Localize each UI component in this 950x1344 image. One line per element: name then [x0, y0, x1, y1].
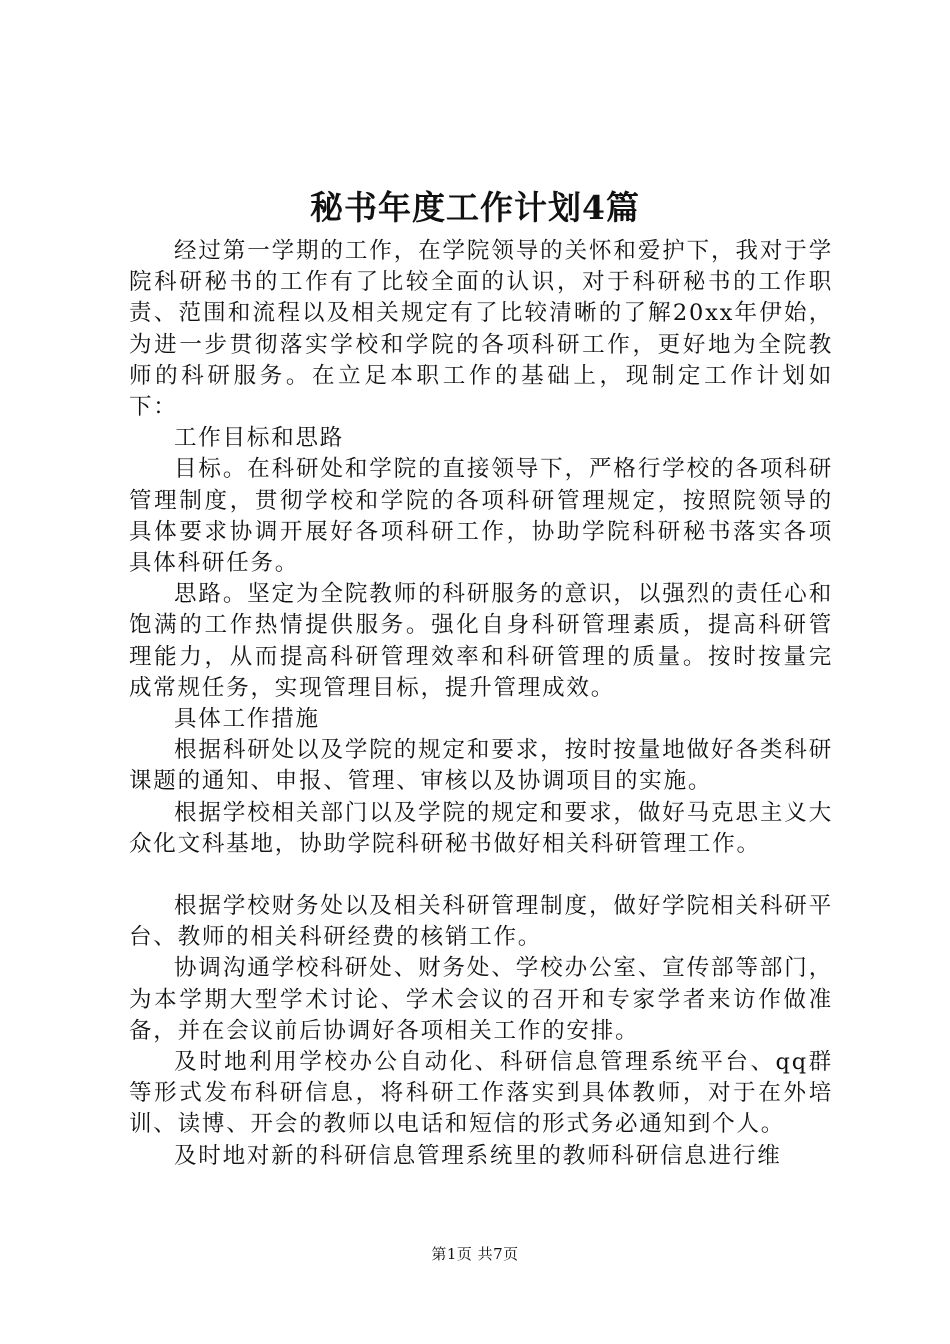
paragraph-measure-3: 根据学校财务处以及相关科研管理制度，做好学院相关科研平台、教师的相关科研经费的核销工作。	[129, 893, 833, 951]
paragraph-measure-2: 根据学校相关部门以及学院的规定和要求，做好马克思主义大众化文科基地，协助学院科研秘书做好相关科研管理工作。	[129, 799, 833, 857]
paragraph-measure-5: 及时地利用学校办公自动化、科研信息管理系统平台、qq群等形式发布科研信息，将科研工作落实到具体教师，对于在外培训、读博、开会的教师以电话和短信的形式务必通知到个人。	[129, 1049, 833, 1138]
paragraph-measure-6: 及时地对新的科研信息管理系统里的教师科研信息进行维	[174, 1142, 782, 1169]
paragraph-measure-1: 根据科研处以及学院的规定和要求，按时按量地做好各类科研课题的通知、申报、管理、审核以及协调项目的实施。	[129, 737, 833, 795]
paragraph-goal: 目标。在科研处和学院的直接领导下，严格行学校的各项科研管理制度，贯彻学校和学院的各项科研管理规定，按照院领导的具体要求协调开展好各项科研工作，协助学院科研秘书落实各项具体科研任务。	[129, 456, 833, 577]
paragraph-approach: 思路。坚定为全院教师的科研服务的意识，以强烈的责任心和饱满的工作热情提供服务。强化自身科研管理素质，提高科研管理能力，从而提高科研管理效率和科研管理的质量。按时按量完成常规任务，实现管理目标，提升管理成效。	[129, 581, 833, 701]
document-body	[129, 236, 833, 1172]
document-title: 秘书年度工作计划4篇	[310, 188, 640, 227]
section-heading-goals: 工作目标和思路	[174, 425, 345, 452]
paragraph-measure-4: 协调沟通学校科研处、财务处、学校办公室、宣传部等部门，为本学期大型学术讨论、学术会议的召开和专家学者来访作做准备，并在会议前后协调好各项相关工作的安排。	[129, 955, 833, 1044]
paragraph-intro: 经过第一学期的工作，在学院领导的关怀和爱护下，我对于学院科研秘书的工作有了比较全面的认识，对于科研秘书的工作职责、范围和流程以及相关规定有了比较清晰的了解20xx年伊始，为进一步贯彻落实学校和学院的各项科研工作，更好地为全院教师的科研服务。在立足本职工作的基础上，现制定工作计划如下：	[129, 238, 833, 421]
section-heading-measures: 具体工作措施	[174, 706, 320, 733]
page-footer: 第1页 共7页	[431, 1245, 519, 1263]
